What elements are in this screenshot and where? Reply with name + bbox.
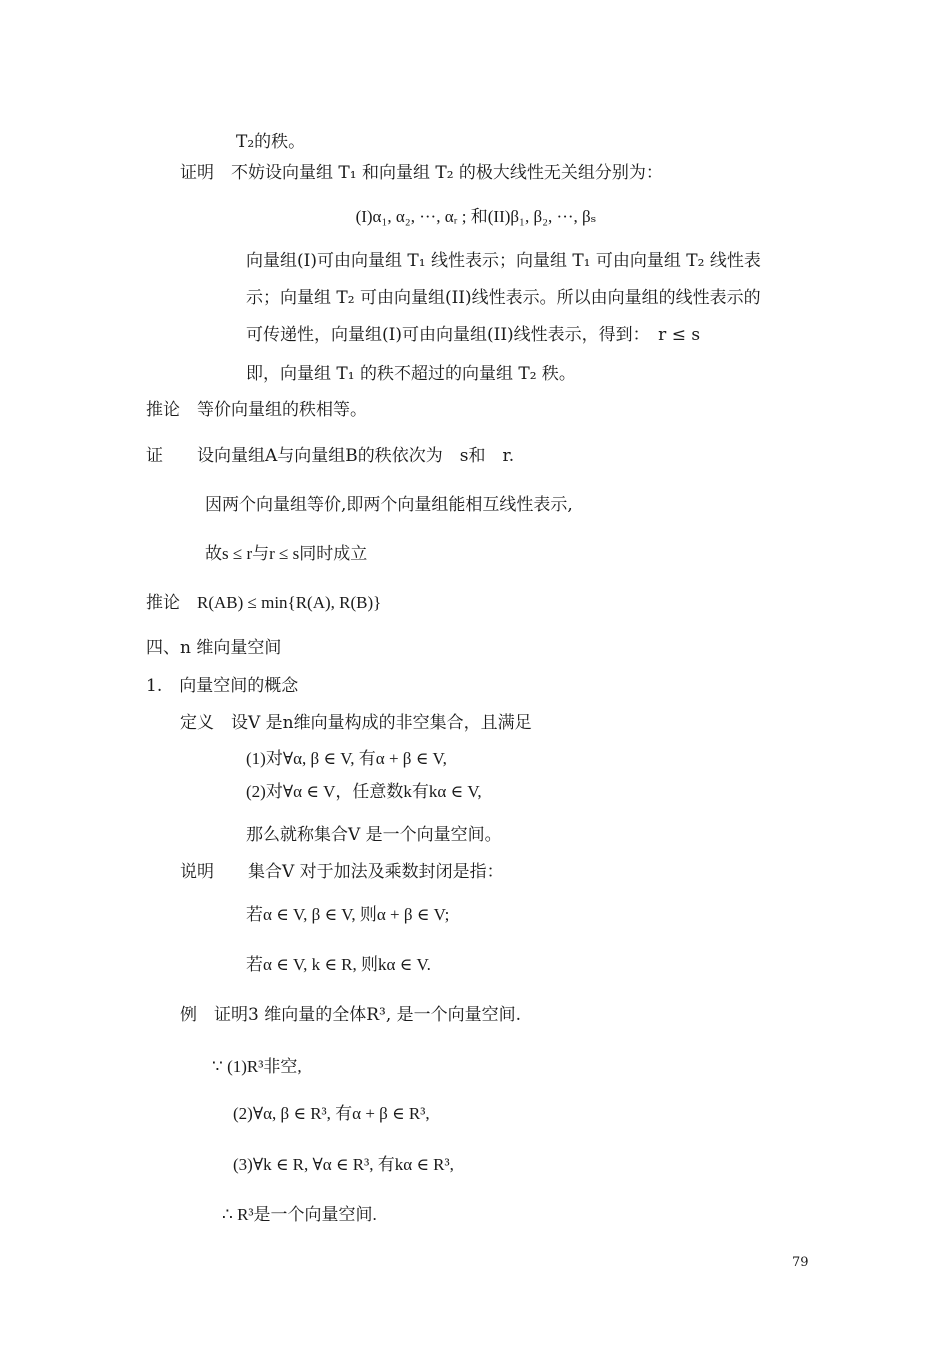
text-line: 示；向量组 T₂ 可由向量组(II)线性表示。所以由向量组的线性表示的 [246,288,761,308]
section-heading: 四、n 维向量空间 [146,638,282,658]
condition-1: (1)对∀α, β ∈ V, 有α + β ∈ V, [246,749,447,768]
text-line: 可传递性，向量组(I)可由向量组(II)线性表示，得到： r ≤ s [246,325,701,345]
note-line: 说明 集合V 对于加法及乘数封闭是指： [180,862,504,882]
equation-groups: (I)α₁, α₂, ···, αᵣ ; 和(II)β₁, β₂, ···, βₛ [355,207,597,226]
corollary-heading: 推论 等价向量组的秩相等。 [146,400,367,420]
page-number: 79 [792,1255,809,1270]
equation-line: 若α ∈ V, k ∈ R, 则kα ∈ V. [246,955,431,974]
proof-line: 证明 不妨设向量组 T₁ 和向量组 T₂ 的极大线性无关组分别为： [180,163,663,183]
text-line: 因两个向量组等价,即两个向量组能相互线性表示, [205,495,573,515]
condition-2: (2)对∀α ∈ V，任意数k有kα ∈ V, [246,782,482,801]
text-line: 那么就称集合V 是一个向量空间。 [246,825,502,845]
example-line: 例 证明3 维向量的全体R³, 是一个向量空间. [180,1005,522,1025]
corollary-heading: 推论 R(AB) ≤ min{R(A), R(B)} [146,593,382,612]
proof-line: 证 设向量组A与向量组B的秩依次为 s和 r. [146,446,515,466]
proof-step-1: ∵ (1)R³非空, [212,1057,302,1076]
subsection-heading: 1. 向量空间的概念 [146,676,299,696]
text-line: 向量组(I)可由向量组 T₁ 线性表示；向量组 T₁ 可由向量组 T₂ 线性表 [246,251,761,271]
equation-line: 故s ≤ r与r ≤ s同时成立 [205,544,368,563]
equation-line: 若α ∈ V, β ∈ V, 则α + β ∈ V; [246,905,450,924]
text-line: 即，向量组 T₁ 的秩不超过的向量组 T₂ 秩。 [246,364,576,384]
proof-step-3: (3)∀k ∈ R, ∀α ∈ R³, 有kα ∈ R³, [233,1155,454,1174]
definition-line: 定义 设V 是n维向量构成的非空集合，且满足 [180,713,532,733]
conclusion-line: ∴ R³是一个向量空间. [222,1205,377,1224]
proof-step-2: (2)∀α, β ∈ R³, 有α + β ∈ R³, [233,1104,430,1123]
line-t2-rank: T₂的秩。 [236,132,306,152]
